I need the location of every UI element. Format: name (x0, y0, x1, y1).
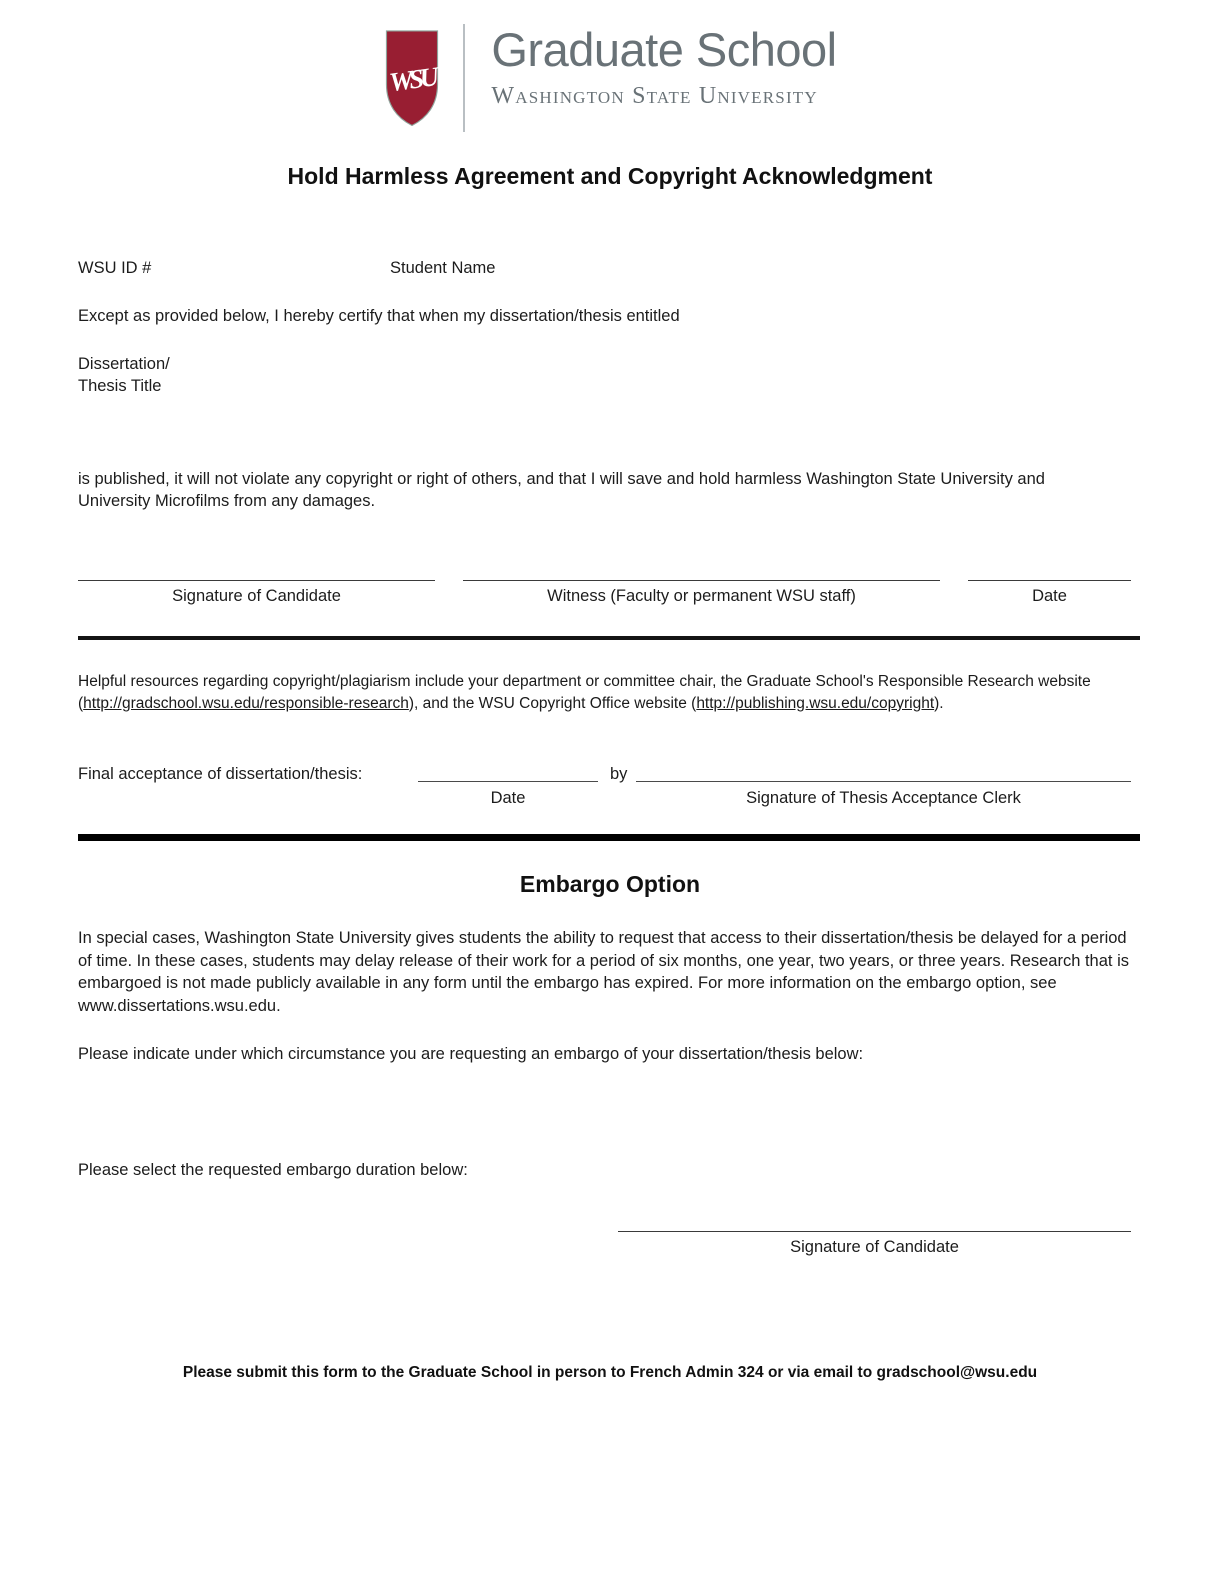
logo-name: Graduate School (491, 23, 837, 76)
copyright-office-link[interactable]: http://publishing.wsu.edu/copyright (696, 694, 935, 712)
final-acceptance-label: Final acceptance of dissertation/thesis: (78, 765, 363, 783)
witness-label: Witness (Faculty or permanent WSU staff) (547, 587, 856, 605)
resources-text-1: Helpful resources regarding copyright/plagiarism include your department or committee chair, the Graduate School's Responsible Research website ( (78, 673, 1091, 712)
student-name-field[interactable] (510, 255, 910, 279)
embargo-section-title: Embargo Option (519, 871, 701, 897)
page-title: Hold Harmless Agreement and Copyright Acknowledgment (287, 163, 933, 189)
dissertation-label-line1: Dissertation/ (78, 355, 170, 373)
acceptance-date-label: Date (490, 789, 526, 807)
dissertation-label-line2: Thesis Title (78, 377, 162, 395)
student-name-label: Student Name (390, 259, 496, 277)
acceptance-clerk-label: Signature of Thesis Acceptance Clerk (746, 789, 1021, 807)
candidate-signature-line[interactable] (78, 580, 435, 581)
section-divider-double-rule (78, 636, 1140, 640)
responsible-research-link[interactable]: http://gradschool.wsu.edu/responsible-research (83, 694, 409, 712)
date-line[interactable] (968, 580, 1131, 581)
acceptance-clerk-signature-line[interactable] (636, 781, 1131, 782)
date-label: Date (1032, 587, 1067, 605)
wsu-id-field[interactable] (160, 255, 370, 279)
logo-divider (463, 24, 465, 132)
dissertation-title-field[interactable] (200, 353, 1130, 453)
embargo-duration-label: Please select the requested embargo duration below: (78, 1161, 468, 1179)
embargo-body-text: In special cases, Washington State University gives students the ability to request that access to their dissertation/thesis be delayed for a period of time. In these cases, students may delay release of their work for a period of six months, one year, two years, or three years. Research that is embargoed is not made publicly available in any form until the embargo has expired. For more information on the embargo option, see www.dissertations.wsu.edu. (78, 929, 1129, 1015)
logo-header (0, 22, 1220, 132)
resources-paragraph (78, 671, 1140, 714)
wsu-id-label: WSU ID # (78, 259, 152, 277)
embargo-circumstance-field[interactable] (78, 1075, 778, 1135)
embargo-candidate-signature-line[interactable] (618, 1231, 1131, 1232)
acceptance-by-label: by (610, 765, 628, 783)
certify-text: Except as provided below, I hereby certify that when my dissertation/thesis entitled (78, 307, 680, 325)
witness-signature-line[interactable] (463, 580, 940, 581)
candidate-signature-label: Signature of Candidate (172, 587, 341, 605)
embargo-candidate-signature-label: Signature of Candidate (790, 1238, 959, 1256)
submission-instructions: Please submit this form to the Graduate School in person to French Admin 324 or via email to gradschool@wsu.edu (182, 1364, 1038, 1381)
acceptance-date-line[interactable] (418, 781, 598, 782)
logo-university-name: Washington State University (491, 83, 818, 110)
resources-text-3: ). (934, 694, 944, 712)
logo-text (491, 22, 836, 110)
embargo-duration-field[interactable] (78, 1185, 778, 1225)
embargo-indicate-label: Please indicate under which circumstance you are requesting an embargo of your dissertation/thesis below: (78, 1045, 864, 1063)
hold-harmless-text: is published, it will not violate any copyright or right of others, and that I will save and hold harmless Washington State University and University Microfilms from any damages. (78, 470, 1045, 510)
wsu-cougar-monogram: WSU (387, 61, 438, 98)
section-divider-thick-rule (78, 834, 1140, 841)
resources-text-2: ), and the WSU Copyright Office website ( (408, 694, 697, 712)
wsu-shield-icon (383, 27, 441, 130)
